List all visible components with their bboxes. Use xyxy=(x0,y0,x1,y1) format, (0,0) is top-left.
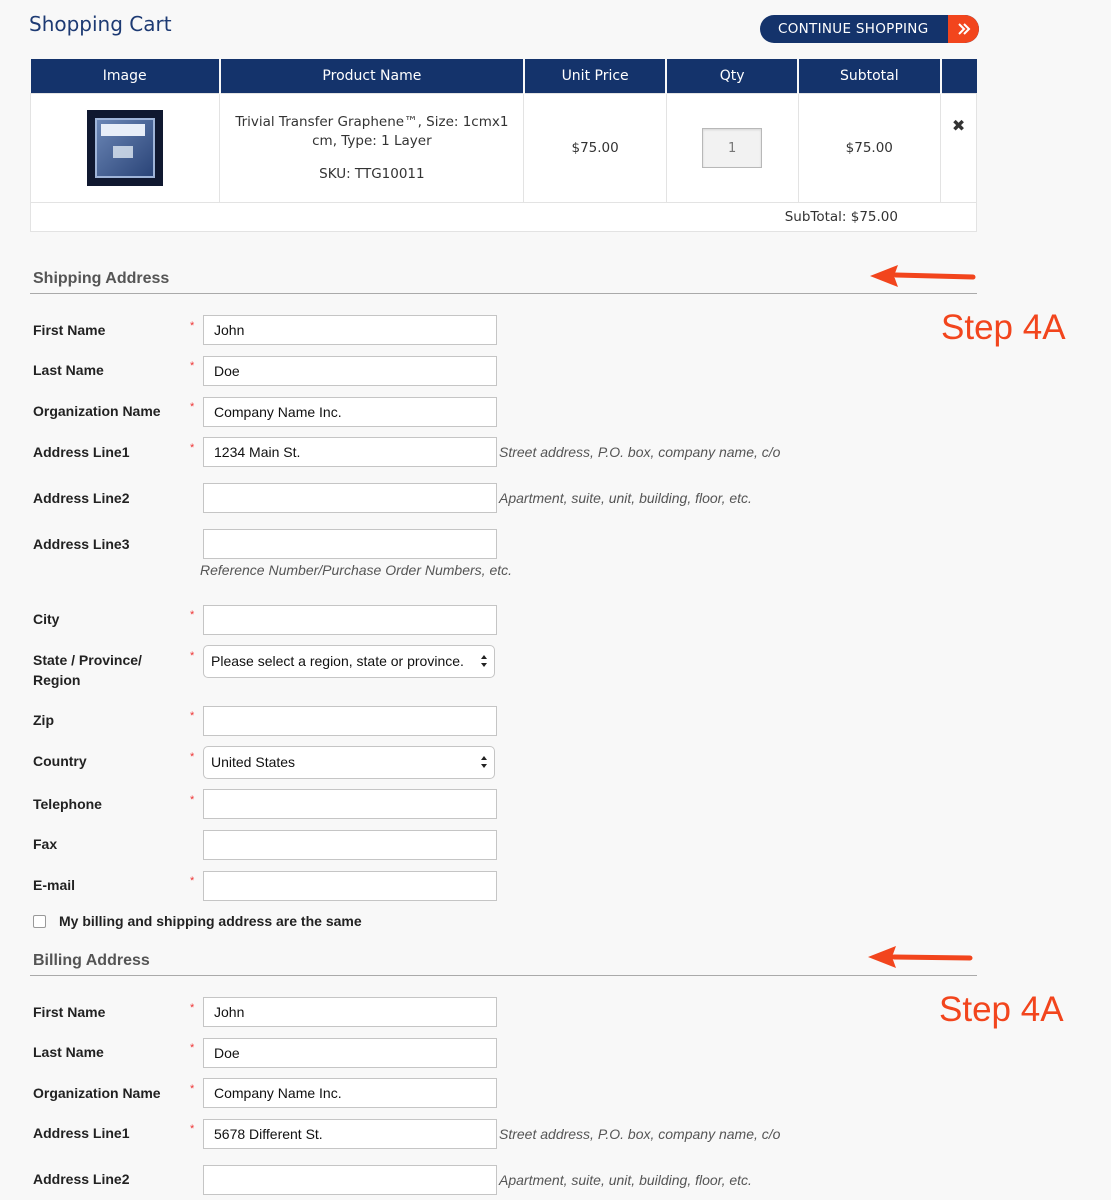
field-label: City xyxy=(33,611,60,627)
same-address-label[interactable]: My billing and shipping address are the same xyxy=(59,913,362,929)
select-arrows-icon xyxy=(480,755,488,769)
product-image[interactable] xyxy=(87,110,163,186)
cart-header-row xyxy=(31,59,977,94)
column-header-qty: Qty xyxy=(666,59,798,94)
shipping-last-name-input[interactable]: Doe xyxy=(203,356,497,386)
billing-address1-input[interactable]: 5678 Different St. xyxy=(203,1119,497,1149)
remove-icon[interactable]: ✖ xyxy=(951,116,966,135)
field-label: Telephone xyxy=(33,796,102,812)
unit-price: $75.00 xyxy=(524,94,667,203)
qty-cell xyxy=(666,94,798,203)
remove-item-cell xyxy=(941,94,977,203)
billing-section-title: Billing Address xyxy=(33,952,150,969)
divider xyxy=(30,293,977,294)
billing-first-name-input[interactable]: John xyxy=(203,997,497,1027)
subtotal-row xyxy=(31,203,977,232)
double-chevron-right-icon xyxy=(948,15,979,43)
required-marker: * xyxy=(190,794,195,806)
table-row xyxy=(31,94,977,203)
product-image-cell xyxy=(31,94,220,203)
product-name[interactable]: Trivial Transfer Graphene™, Size: 1cmx1 cm, Type: 1 Layer xyxy=(235,113,509,149)
required-marker: * xyxy=(190,609,195,621)
shipping-email-input[interactable] xyxy=(203,871,497,901)
step-annotation: Step 4A xyxy=(939,990,1064,1029)
field-label: Zip xyxy=(33,712,54,728)
shipping-telephone-input[interactable] xyxy=(203,789,497,819)
required-marker: * xyxy=(190,360,195,372)
field-label: Address Line3 xyxy=(33,536,130,552)
shipping-section-title: Shipping Address xyxy=(33,270,170,287)
shipping-address3-input[interactable] xyxy=(203,529,497,559)
required-marker: * xyxy=(190,1123,195,1135)
product-name-cell xyxy=(220,94,524,203)
required-marker: * xyxy=(190,401,195,413)
field-label: Address Line2 xyxy=(33,490,130,506)
field-label: E-mail xyxy=(33,877,76,893)
shipping-address2-input[interactable] xyxy=(203,483,497,513)
required-marker: * xyxy=(190,710,195,722)
cart-subtotal: SubTotal: $75.00 xyxy=(31,203,977,232)
field-label: Address Line1 xyxy=(33,444,130,460)
step-annotation: Step 4A xyxy=(941,308,1066,347)
cart-table xyxy=(30,59,977,232)
select-value: Please select a region, state or province. xyxy=(211,653,464,669)
same-address-checkbox[interactable] xyxy=(33,915,46,928)
column-header-remove xyxy=(941,59,977,94)
field-label: Address Line2 xyxy=(33,1171,130,1187)
required-marker: * xyxy=(190,875,195,887)
product-sku: SKU: TTG10011 xyxy=(319,165,425,182)
field-label: Last Name xyxy=(33,1044,104,1060)
billing-address2-input[interactable] xyxy=(203,1165,497,1195)
billing-organization-input[interactable]: Company Name Inc. xyxy=(203,1078,497,1108)
required-marker: * xyxy=(190,751,195,763)
shipping-country-select[interactable] xyxy=(203,746,495,779)
continue-shopping-label: CONTINUE SHOPPING xyxy=(778,21,929,37)
shipping-zip-input[interactable] xyxy=(203,706,497,736)
field-label: Fax xyxy=(33,836,58,852)
field-hint: Street address, P.O. box, company name, c/o xyxy=(499,444,781,460)
field-label: First Name xyxy=(33,1004,106,1020)
column-header-unit-price: Unit Price xyxy=(524,59,667,94)
divider xyxy=(30,975,977,976)
shipping-city-input[interactable] xyxy=(203,605,497,635)
field-label: First Name xyxy=(33,322,106,338)
field-hint: Apartment, suite, unit, building, floor, etc. xyxy=(499,490,752,506)
field-hint: Street address, P.O. box, company name, c/o xyxy=(499,1126,781,1142)
required-marker: * xyxy=(190,1042,195,1054)
required-marker: * xyxy=(190,1002,195,1014)
continue-shopping-button[interactable] xyxy=(760,15,979,43)
page-title: Shopping Cart xyxy=(29,12,172,36)
column-header-subtotal: Subtotal xyxy=(798,59,941,94)
quantity-input[interactable]: 1 xyxy=(702,128,762,168)
required-marker: * xyxy=(190,442,195,454)
required-marker: * xyxy=(190,1083,195,1095)
field-hint: Apartment, suite, unit, building, floor, etc. xyxy=(499,1172,752,1188)
billing-last-name-input[interactable]: Doe xyxy=(203,1038,497,1068)
shipping-first-name-input[interactable]: John xyxy=(203,315,497,345)
field-label: State / Province/ Region xyxy=(33,652,142,688)
select-arrows-icon xyxy=(480,654,488,668)
row-subtotal: $75.00 xyxy=(798,94,941,203)
arrow-left-icon xyxy=(868,262,976,290)
field-label: Address Line1 xyxy=(33,1125,130,1141)
shipping-state-select[interactable] xyxy=(203,645,495,678)
shipping-address1-input[interactable]: 1234 Main St. xyxy=(203,437,497,467)
column-header-product-name: Product Name xyxy=(220,59,524,94)
shipping-fax-input[interactable] xyxy=(203,830,497,860)
field-label: Last Name xyxy=(33,362,104,378)
required-marker: * xyxy=(190,320,195,332)
select-value: United States xyxy=(211,754,296,770)
column-header-image: Image xyxy=(31,59,220,94)
field-label: Organization Name xyxy=(33,1085,161,1101)
shipping-organization-input[interactable]: Company Name Inc. xyxy=(203,397,497,427)
required-marker: * xyxy=(190,650,195,662)
field-hint: Reference Number/Purchase Order Numbers, etc. xyxy=(200,562,513,578)
field-label: Country xyxy=(33,753,87,769)
field-label: Organization Name xyxy=(33,403,161,419)
arrow-left-icon xyxy=(866,943,974,971)
